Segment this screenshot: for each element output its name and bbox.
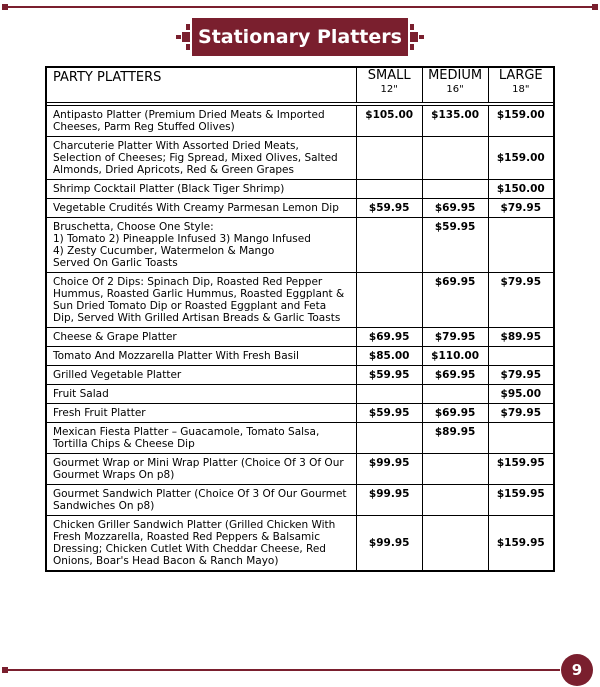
top-rule	[8, 6, 592, 8]
price-medium	[422, 137, 488, 180]
row-description: Charcuterie Platter With Assorted Dried Meats, Selection of Cheeses; Fig Spread, Mixed Olives, Salted Almonds, Dried Apricots, Red & Green Grapes	[46, 137, 356, 180]
price-large: $159.95	[488, 454, 554, 485]
table-body	[46, 103, 554, 572]
row-description: Shrimp Cocktail Platter (Black Tiger Shrimp)	[46, 180, 356, 199]
row-description: Mexican Fiesta Platter – Guacamole, Tomato Salsa, Tortilla Chips & Cheese Dip	[46, 423, 356, 454]
price-large: $79.95	[488, 404, 554, 423]
price-large: $159.00	[488, 137, 554, 180]
table-row	[46, 404, 554, 423]
price-medium: $110.00	[422, 347, 488, 366]
page-title: Stationary Platters	[192, 18, 408, 56]
price-large: $159.95	[488, 485, 554, 516]
price-large: $159.00	[488, 106, 554, 137]
row-description: Gourmet Sandwich Platter (Choice Of 3 Of Our Gourmet Sandwiches On p8)	[46, 485, 356, 516]
table-row	[46, 273, 554, 328]
price-large: $150.00	[488, 180, 554, 199]
row-description: Gourmet Wrap or Mini Wrap Platter (Choice Of 3 Of Our Gourmet Wraps On p8)	[46, 454, 356, 485]
price-large	[488, 423, 554, 454]
header-medium-size: 16"	[446, 84, 464, 95]
price-large: $89.95	[488, 328, 554, 347]
price-medium	[422, 516, 488, 572]
price-medium: $59.95	[422, 218, 488, 273]
price-medium: $69.95	[422, 404, 488, 423]
title-banner-wrap	[0, 18, 600, 56]
banner-ornament	[419, 35, 424, 39]
header-medium	[422, 67, 488, 103]
banner-ornament	[410, 32, 418, 42]
table-row	[46, 328, 554, 347]
table-row	[46, 106, 554, 137]
rule-end-marker	[2, 4, 8, 10]
price-small	[356, 423, 422, 454]
row-description: Vegetable Crudités With Creamy Parmesan Lemon Dip	[46, 199, 356, 218]
table-row	[46, 485, 554, 516]
banner-ornament	[182, 32, 190, 42]
rule-end-marker	[592, 4, 598, 10]
price-small: $99.95	[356, 485, 422, 516]
platters-table	[45, 66, 555, 572]
row-description: Choice Of 2 Dips: Spinach Dip, Roasted Red Pepper Hummus, Roasted Garlic Hummus, Roasted Eggplant & Sun Dried Tomato Dip or Roasted Eggplant and Feta Dip, Served With Grilled Artisan Breads & Garlic Toasts	[46, 273, 356, 328]
price-small: $59.95	[356, 366, 422, 385]
price-large	[488, 347, 554, 366]
price-large: $95.00	[488, 385, 554, 404]
price-medium: $69.95	[422, 199, 488, 218]
price-small	[356, 180, 422, 199]
table-header-row	[46, 67, 554, 103]
price-medium: $69.95	[422, 273, 488, 328]
header-small-size: 12"	[380, 84, 398, 95]
table-row	[46, 180, 554, 199]
price-small: $99.95	[356, 516, 422, 572]
price-small: $59.95	[356, 404, 422, 423]
header-large	[488, 67, 554, 103]
row-description: Fruit Salad	[46, 385, 356, 404]
banner-ornament	[410, 44, 414, 50]
price-small: $59.95	[356, 199, 422, 218]
table-row	[46, 423, 554, 454]
table-row	[46, 385, 554, 404]
page-number: 9	[561, 654, 593, 686]
row-description: Bruschetta, Choose One Style: 1) Tomato 2) Pineapple Infused 3) Mango Infused 4) Zesty Cucumber, Watermelon & Mango Served On Garlic Toasts	[46, 218, 356, 273]
price-small: $105.00	[356, 106, 422, 137]
row-description: Chicken Griller Sandwich Platter (Grilled Chicken With Fresh Mozzarella, Roasted Red Peppers & Balsamic Dressing; Chicken Cutlet With Cheddar Cheese, Red Onions, Boar's Head Bacon & Ranch Mayo)	[46, 516, 356, 572]
header-large-label: LARGE	[498, 68, 543, 83]
price-small: $69.95	[356, 328, 422, 347]
price-large: $79.95	[488, 199, 554, 218]
rule-end-marker	[2, 667, 8, 673]
header-large-size: 18"	[512, 84, 530, 95]
table-row	[46, 516, 554, 572]
header-small	[356, 67, 422, 103]
row-description: Antipasto Platter (Premium Dried Meats & Imported Cheeses, Parm Reg Stuffed Olives)	[46, 106, 356, 137]
row-description: Grilled Vegetable Platter	[46, 366, 356, 385]
row-description: Fresh Fruit Platter	[46, 404, 356, 423]
price-medium: $79.95	[422, 328, 488, 347]
price-small	[356, 273, 422, 328]
price-medium	[422, 454, 488, 485]
price-small	[356, 218, 422, 273]
banner-ornament	[186, 24, 190, 30]
row-description: Tomato And Mozzarella Platter With Fresh Basil	[46, 347, 356, 366]
price-large	[488, 218, 554, 273]
table-row	[46, 218, 554, 273]
price-large: $79.95	[488, 366, 554, 385]
bottom-rule	[8, 669, 560, 671]
price-medium: $89.95	[422, 423, 488, 454]
price-medium: $69.95	[422, 366, 488, 385]
banner-ornament	[410, 24, 414, 30]
price-small: $85.00	[356, 347, 422, 366]
banner-ornament	[186, 44, 190, 50]
table-row	[46, 454, 554, 485]
header-small-label: SMALL	[367, 68, 411, 83]
banner-ornament	[176, 35, 181, 39]
price-medium	[422, 180, 488, 199]
header-description: PARTY PLATTERS	[46, 67, 356, 103]
price-small	[356, 385, 422, 404]
price-medium	[422, 385, 488, 404]
table-row	[46, 137, 554, 180]
price-medium: $135.00	[422, 106, 488, 137]
header-medium-label: MEDIUM	[428, 68, 483, 83]
price-small: $99.95	[356, 454, 422, 485]
price-large: $159.95	[488, 516, 554, 572]
price-large: $79.95	[488, 273, 554, 328]
table-row	[46, 199, 554, 218]
row-description: Cheese & Grape Platter	[46, 328, 356, 347]
price-medium	[422, 485, 488, 516]
price-small	[356, 137, 422, 180]
table-row	[46, 347, 554, 366]
table-row	[46, 366, 554, 385]
